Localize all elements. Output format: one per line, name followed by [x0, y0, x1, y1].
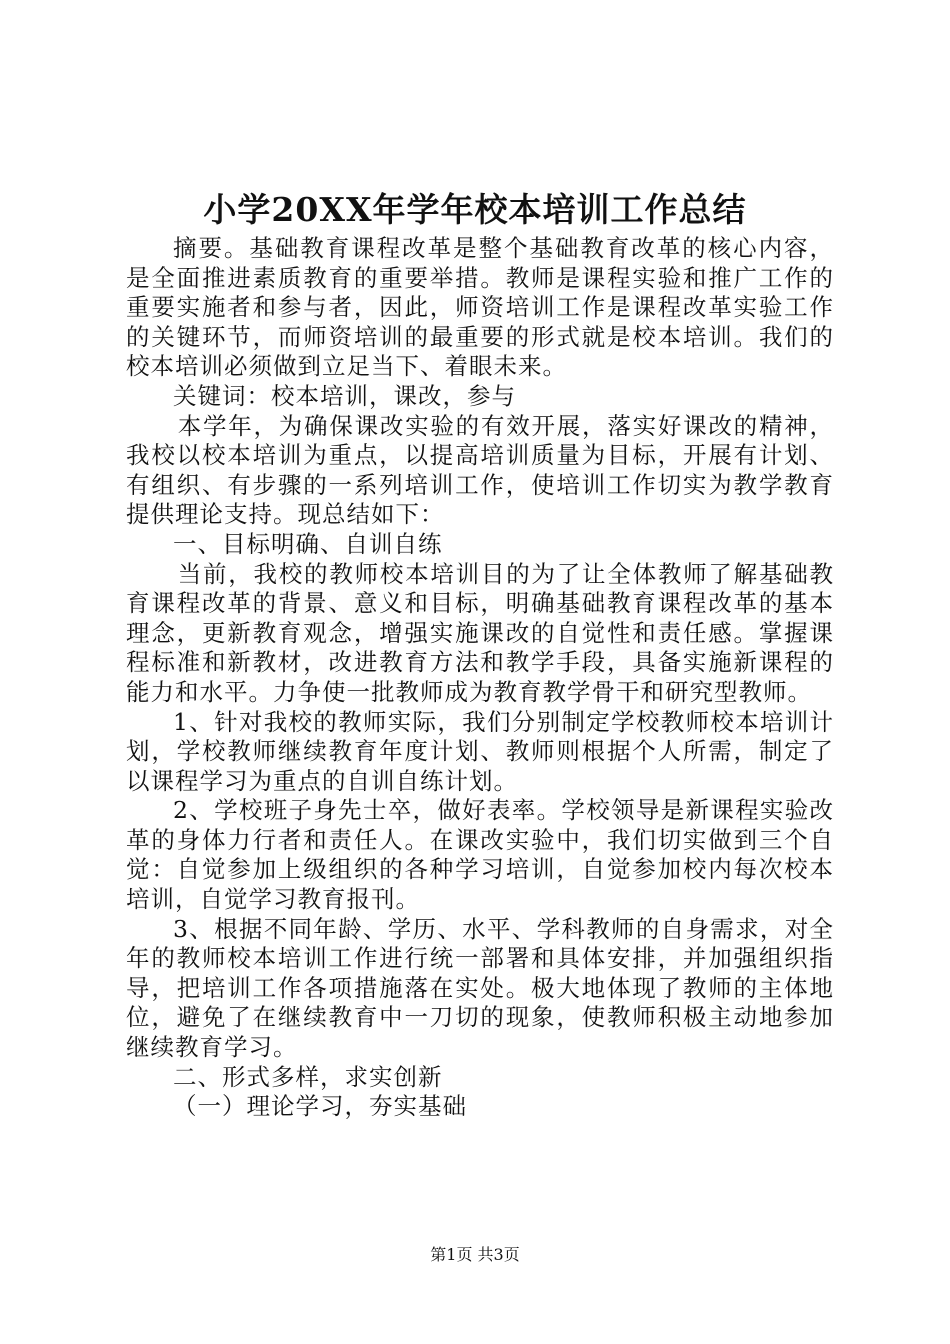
subsection-heading-1: （一）理论学习，夯实基础	[173, 1092, 467, 1121]
section-heading-2: 二、形式多样，求实创新	[173, 1062, 443, 1091]
document-body	[126, 234, 834, 1122]
list-item-1: 1、针对我校的教师实际，我们分别制定学校教师校本培训计划，学校教师继续教育年度计划、教师则根据个人所需，制定了以课程学习为重点的自训自练计划。	[126, 707, 834, 795]
list-item-3: 3、根据不同年龄、学历、水平、学科教师的自身需求，对全年的教师校本培训工作进行统一部署和具体安排，并加强组织指导，把培训工作各项措施落在实处。极大地体现了教师的主体地位，避免了在继续教育中一刀切的现象，使教师积极主动地参加继续教育学习。	[126, 914, 834, 1062]
body-paragraph: 当前，我校的教师校本培训目的为了让全体教师了解基础教育课程改革的背景、意义和目标，明确基础教育课程改革的基本理念，更新教育观念，增强实施课改的自觉性和责任感。掌握课程标准和新教材，改进教育方法和教学手段，具备实施新课程的能力和水平。力争使一批教师成为教育教学骨干和研究型教师。	[126, 559, 834, 706]
keywords-paragraph: 关键词：校本培训，课改，参与	[173, 381, 516, 410]
list-item-2: 2、学校班子身先士卒，做好表率。学校领导是新课程实验改革的身体力行者和责任人。在课改实验中，我们切实做到三个自觉：自觉参加上级组织的各种学习培训，自觉参加校内每次校本培训，自觉学习教育报刊。	[126, 796, 834, 914]
document-title: 小学20XX年学年校本培训工作总结	[203, 190, 747, 229]
page-footer: 第1页 共3页	[430, 1245, 520, 1264]
abstract-paragraph: 摘要。基础教育课程改革是整个基础教育改革的核心内容，是全面推进素质教育的重要举措。教师是课程实验和推广工作的重要实施者和参与者，因此，师资培训工作是课程改革实验工作的关键环节，而师资培训的最重要的形式就是校本培训。我们的校本培训必须做到立足当下、着眼未来。	[126, 234, 834, 381]
intro-paragraph: 本学年，为确保课改实验的有效开展，落实好课改的精神，我校以校本培训为重点，以提高培训质量为目标，开展有计划、有组织、有步骤的一系列培训工作，使培训工作切实为教学教育提供理论支持。现总结如下：	[126, 411, 834, 529]
section-heading-1: 一、目标明确、自训自练	[173, 529, 443, 558]
